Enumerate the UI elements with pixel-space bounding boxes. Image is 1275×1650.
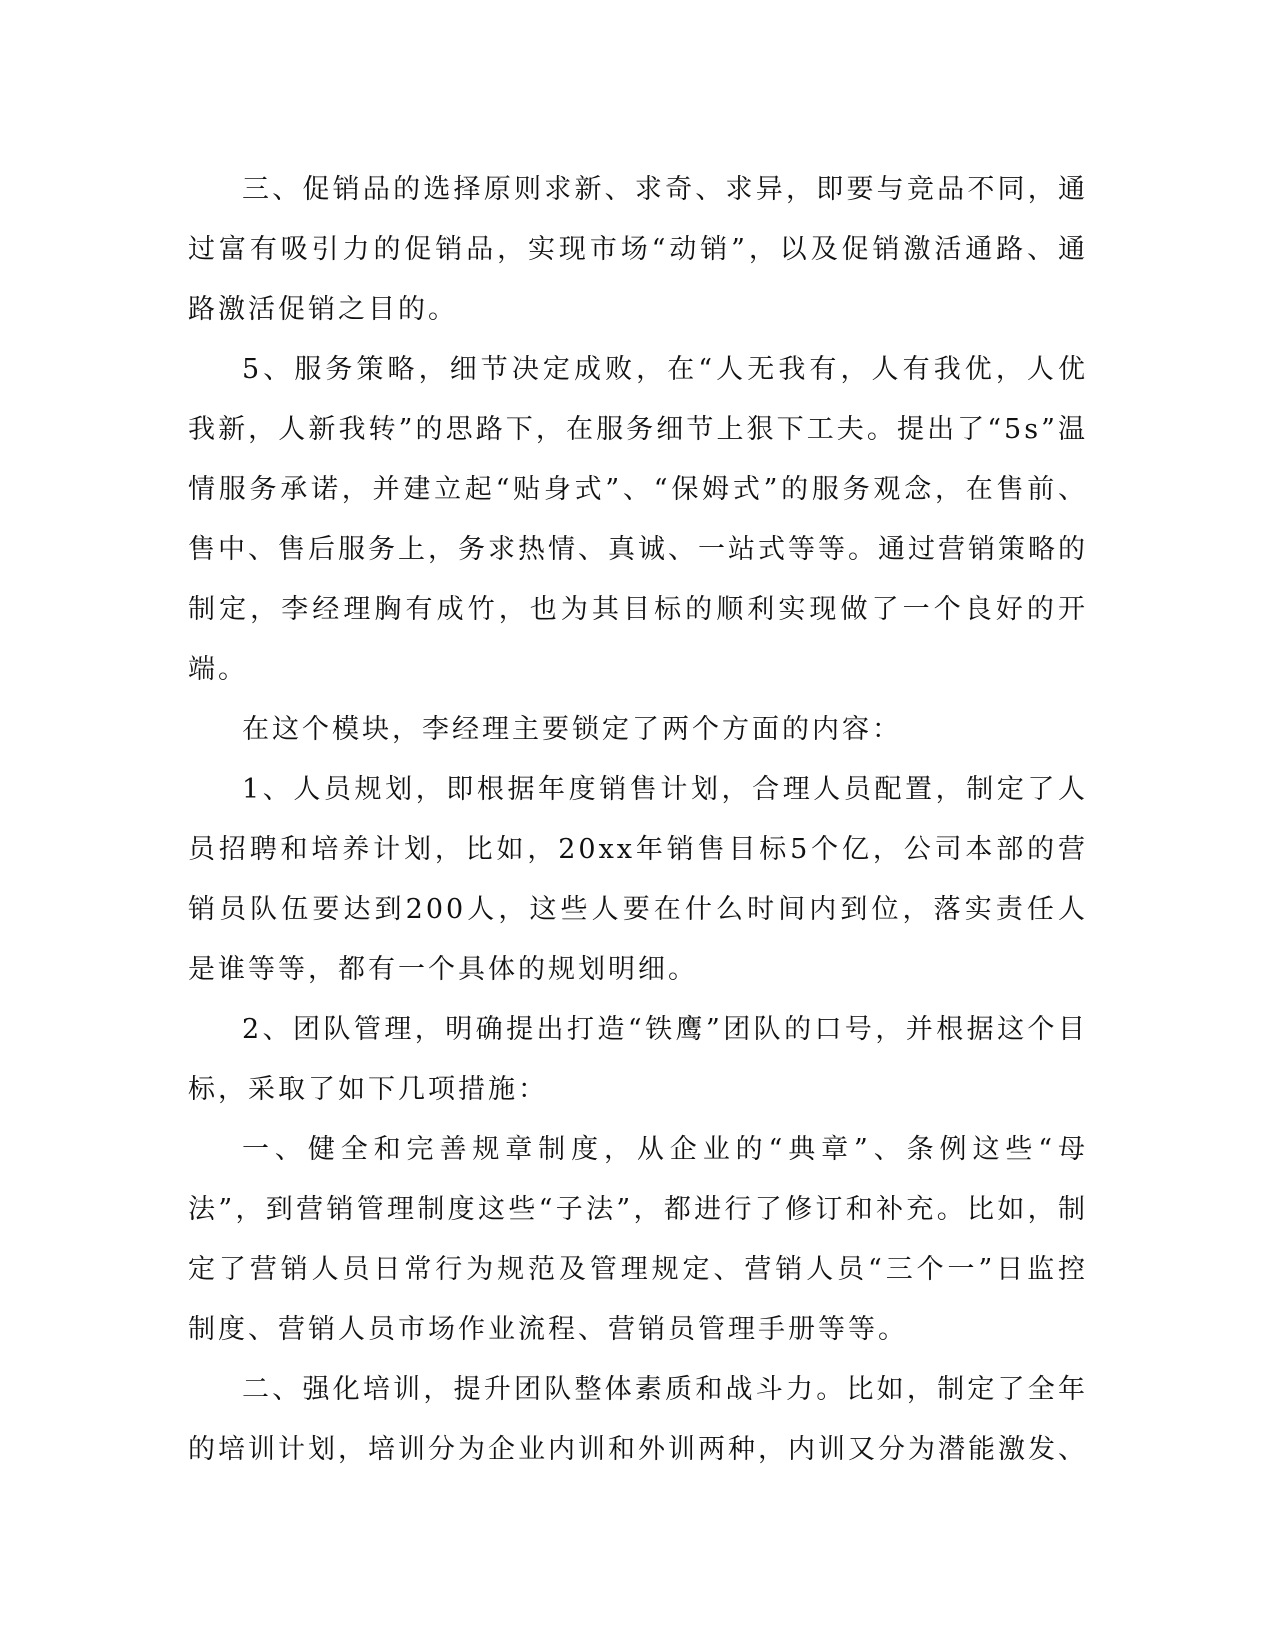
paragraph-team-management: 2、团队管理，明确提出打造“铁鹰”团队的口号，并根据这个目标，采取了如下几项措施： xyxy=(188,1014,1088,1105)
paragraph-training: 二、强化培训，提升团队整体素质和战斗力。比如，制定了全年的培训计划，培训分为企业内训和外训两种，内训又分为潜能激发、 xyxy=(188,1374,1088,1465)
document-body xyxy=(188,160,1088,1480)
paragraph-service-strategy: 5、服务策略，细节决定成败，在“人无我有，人有我优，人优我新，人新我转”的思路下，在服务细节上狠下工夫。提出了“5s”温情服务承诺，并建立起“贴身式”、“保姆式”的服务观念，在售前、售中、售后服务上，务求热情、真诚、一站式等等。通过营销策略的制定，李经理胸有成竹，也为其目标的顺利实现做了一个良好的开端。 xyxy=(188,354,1088,685)
paragraph-personnel-planning: 1、人员规划，即根据年度销售计划，合理人员配置，制定了人员招聘和培养计划，比如，20xx年销售目标5个亿，公司本部的营销员队伍要达到200人，这些人要在什么时间内到位，落实责任人是谁等等，都有一个具体的规划明细。 xyxy=(188,774,1088,985)
paragraph-rules-system: 一、健全和完善规章制度，从企业的“典章”、条例这些“母法”，到营销管理制度这些“子法”，都进行了修订和补充。比如，制定了营销人员日常行为规范及管理规定、营销人员“三个一”日监控制度、营销人员市场作业流程、营销员管理手册等等。 xyxy=(188,1134,1088,1345)
paragraph-promotion-principle: 三、促销品的选择原则求新、求奇、求异，即要与竞品不同，通过富有吸引力的促销品，实现市场“动销”，以及促销激活通路、通路激活促销之目的。 xyxy=(188,174,1088,325)
paragraph-module-intro: 在这个模块，李经理主要锁定了两个方面的内容： xyxy=(242,714,902,745)
